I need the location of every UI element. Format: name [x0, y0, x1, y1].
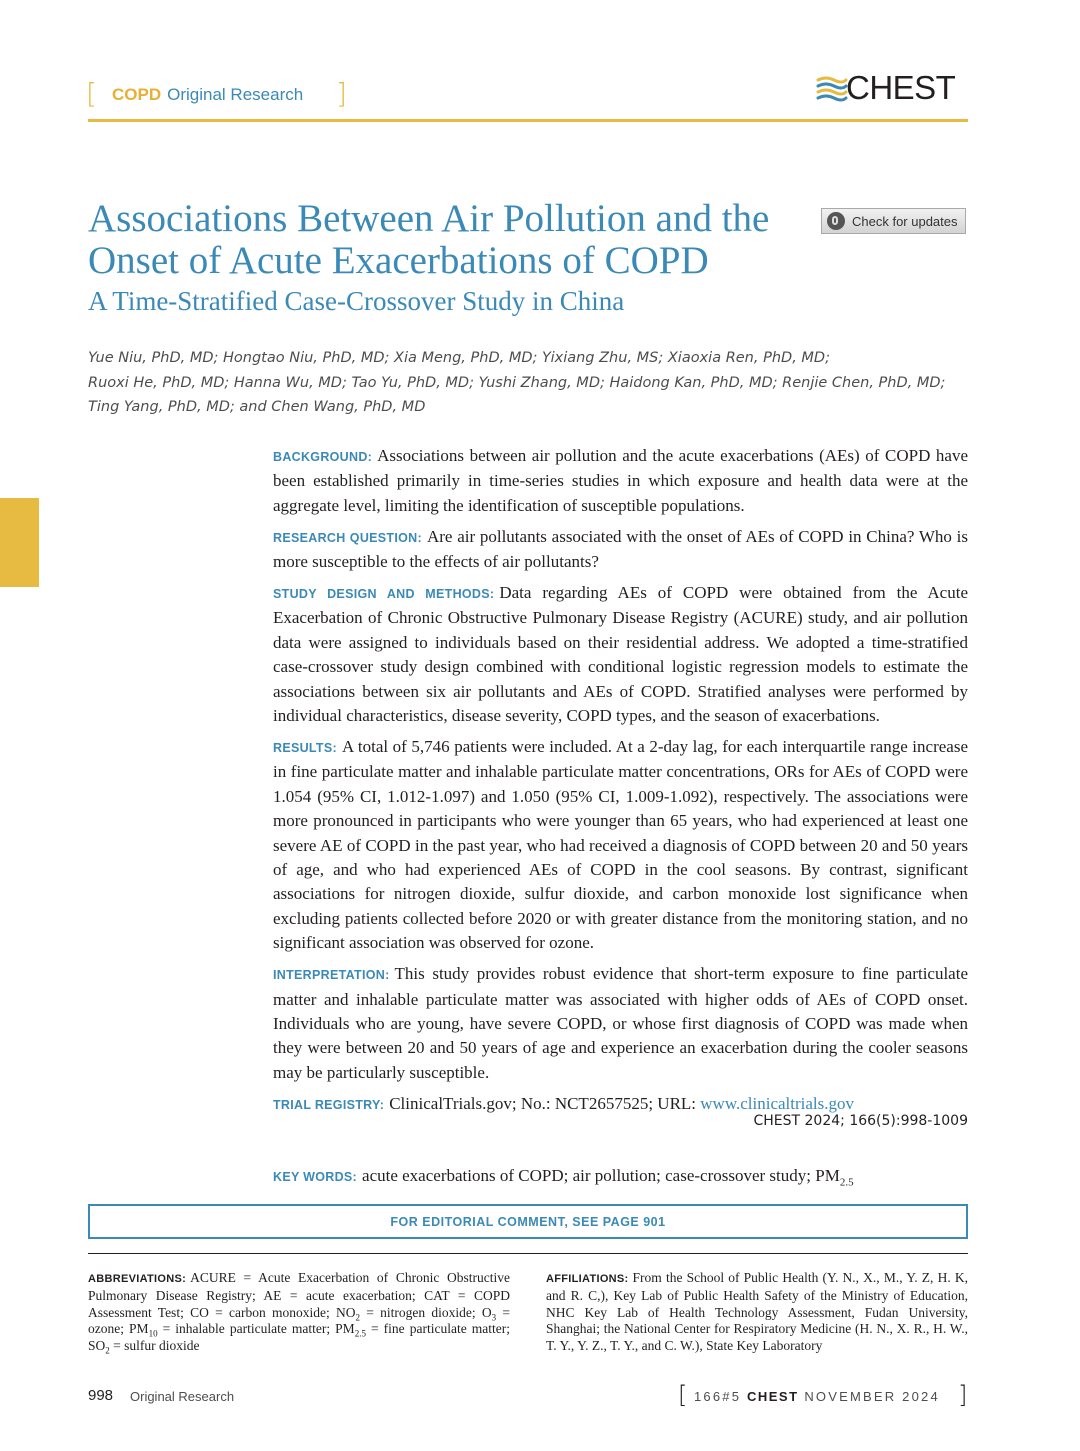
abbreviations-text-6: = sulfur dioxide [109, 1338, 200, 1354]
footer-date: NOVEMBER 2024 [804, 1389, 940, 1404]
citation: CHEST 2024; 166(5):998-1009 [753, 1113, 968, 1130]
abbreviations [88, 1270, 510, 1355]
footnote-rule [88, 1253, 968, 1254]
header-topic: COPD [112, 85, 162, 104]
abbreviations-sub-4: 2.5 [354, 1329, 366, 1340]
abbreviations-text-3: = ozone; PM [88, 1304, 510, 1337]
article-subtitle: A Time-Stratified Case-Crossover Study in China [88, 286, 625, 316]
page-number: 998 [88, 1387, 114, 1404]
abbreviations-label: ABBREVIATIONS: [88, 1273, 187, 1285]
trial-registry-label: TRIAL REGISTRY: [273, 1097, 385, 1112]
trial-registry-text: ClinicalTrials.gov; No.: NCT2657525; URL: [389, 1093, 697, 1113]
results-text: A total of 5,746 patients were included. At a 2-day lag, for each interquartile range increase in fine particulate matter and inhalable particulate matter concentrations, ORs for AEs of COPD were 1.054 (95% CI, 1.012-1.097) and 1.050 (95% CI, 1.009-1.092), respectively. The associations were more pronounced in participants who were younger than 65 years, who had experienced at least one severe AE of COPD in the past year, who had received a diagnosis of COPD between 20 and 50 years of age, and who had experienced AEs of COPD in the cool seasons. By contrast, significant associations for nitrogen dioxide, sulfur dioxide, and carbon monoxide lost significance when excluding patients collected before 2020 or with greater distance from the monitoring station, and no significant association was observed for ozone. [273, 736, 968, 953]
abbreviations-sub-1: 2 [355, 1312, 360, 1323]
abbreviations-sub-5: 2 [105, 1345, 110, 1356]
abstract [273, 444, 968, 1129]
affiliations-label: AFFILIATIONS: [546, 1273, 629, 1285]
footer-bracket-right: ] [958, 1381, 968, 1409]
abstract-methods [273, 581, 968, 728]
keywords-label: KEY WORDS: [273, 1170, 358, 1184]
results-label: RESULTS: [273, 740, 337, 755]
check-for-updates-button[interactable] [821, 208, 966, 234]
abbreviations-text-2: = nitrogen dioxide; O [359, 1304, 492, 1320]
abstract-results [273, 735, 968, 956]
affiliations-text: From the School of Public Health (Y. N., X., M., Y. Z, H. K, and R. C,), Key Lab of Public Health Safety of the Ministry of Education, NHC Key Lab of Health Technology Assessment, Fudan University, Shanghai; the National Center for Respiratory Medicine (H. N., X. R., H. W., T. Y., Y. Z., T. Y., and C. W.), State Key Laboratory [546, 1270, 968, 1354]
abbreviations-text-4: = inhalable particulate matter; PM [157, 1321, 355, 1337]
article-title: Associations Between Air Pollution and the Onset of Acute Exacerbations of COPD [88, 197, 770, 282]
trial-registry-link[interactable]: www.clinicaltrials.gov [700, 1093, 855, 1113]
author-line-3: Ting Yang, PhD, MD; and Chen Wang, PhD, MD [88, 399, 426, 415]
header-section-label [112, 85, 303, 105]
interpretation-text: This study provides robust evidence that short-term exposure to fine particulate matter and inhalable particulate matter was associated with higher odds of AEs of COPD onset. Individuals who are young, have severe COPD, or whose first diagnosis of COPD was made when they were between 20 and 50 years of age and experience an exacerbation during the cooler seasons may be particularly susceptible. [273, 964, 968, 1082]
footer-volume-issue: 166#5 [694, 1389, 742, 1404]
abstract-research-question [273, 525, 968, 575]
abbreviations-sub-2: 3 [491, 1312, 497, 1323]
footer-issue [694, 1389, 940, 1404]
keywords-text: acute exacerbations of COPD; air pollution; case-crossover study; PM [362, 1166, 840, 1185]
footer-bracket-left: [ [678, 1381, 688, 1409]
footer-section: Original Research [130, 1389, 235, 1404]
abstract-background [273, 444, 968, 518]
check-for-updates-label: Check for updates [852, 213, 958, 229]
abstract-interpretation [273, 962, 968, 1085]
header-rule [88, 119, 968, 122]
methods-label: STUDY DESIGN AND METHODS: [273, 587, 495, 602]
research-question-text: Are air pollutants associated with the onset of AEs of COPD in China? Who is more susceptible to the effects of air pollutants? [273, 526, 969, 572]
chest-logo-text: CHEST [846, 69, 956, 106]
abbreviations-text-1: ACURE = Acute Exacerbation of Chronic Obstructive Pulmonary Disease Registry; AE = acute exacerbation; CAT = COPD Assessment Test; CO = carbon monoxide; NO [88, 1270, 510, 1320]
background-label: BACKGROUND: [273, 450, 373, 464]
keywords [273, 1166, 854, 1188]
header-bracket-right: ] [336, 77, 347, 110]
footer-journal: CHEST [746, 1389, 799, 1404]
abbreviations-text-5: = fine particulate matter; SO [88, 1321, 510, 1354]
author-line-2: Ruoxi He, PhD, MD; Hanna Wu, MD; Tao Yu, PhD, MD; Yushi Zhang, MD; Haidong Kan, PhD, MD; Renjie Chen, PhD, MD; [88, 374, 946, 391]
header-bracket-left: [ [86, 77, 97, 110]
affiliations [546, 1270, 968, 1355]
keywords-subscript: 2.5 [839, 1176, 854, 1189]
header-section: Original Research [167, 85, 304, 104]
background-text: Associations between air pollution and the acute exacerbations (AEs) of COPD have been established primarily in time-series studies in which exposure and health data were at the aggregate level, limiting the identification of susceptible populations. [273, 446, 968, 515]
author-list [88, 346, 978, 420]
methods-text: Data regarding AEs of COPD were obtained from the Acute Exacerbation of Chronic Obstructive Pulmonary Disease Registry (ACURE) study, and air pollution data were assigned to individuals based on their residential address. We adopted a time-stratified case-crossover study design combined with conditional logistic regression models to estimate the associations between six air pollutants and AEs of COPD. Stratified analyses were performed by individual characteristics, disease severity, COPD types, and the season of exacerbations. [273, 583, 968, 726]
side-tab-marker [0, 498, 39, 587]
editorial-comment-link[interactable]: FOR EDITORIAL COMMENT, SEE PAGE 901 [88, 1204, 968, 1239]
author-line-1: Yue Niu, PhD, MD; Hongtao Niu, PhD, MD; Xia Meng, PhD, MD; Yixiang Zhu, MS; Xiaoxia Ren, PhD, MD; [88, 350, 830, 366]
research-question-label: RESEARCH QUESTION: [273, 530, 422, 545]
interpretation-label: INTERPRETATION: [273, 968, 390, 983]
crossmark-icon [827, 212, 845, 230]
abbreviations-sub-3: 10 [148, 1329, 158, 1340]
